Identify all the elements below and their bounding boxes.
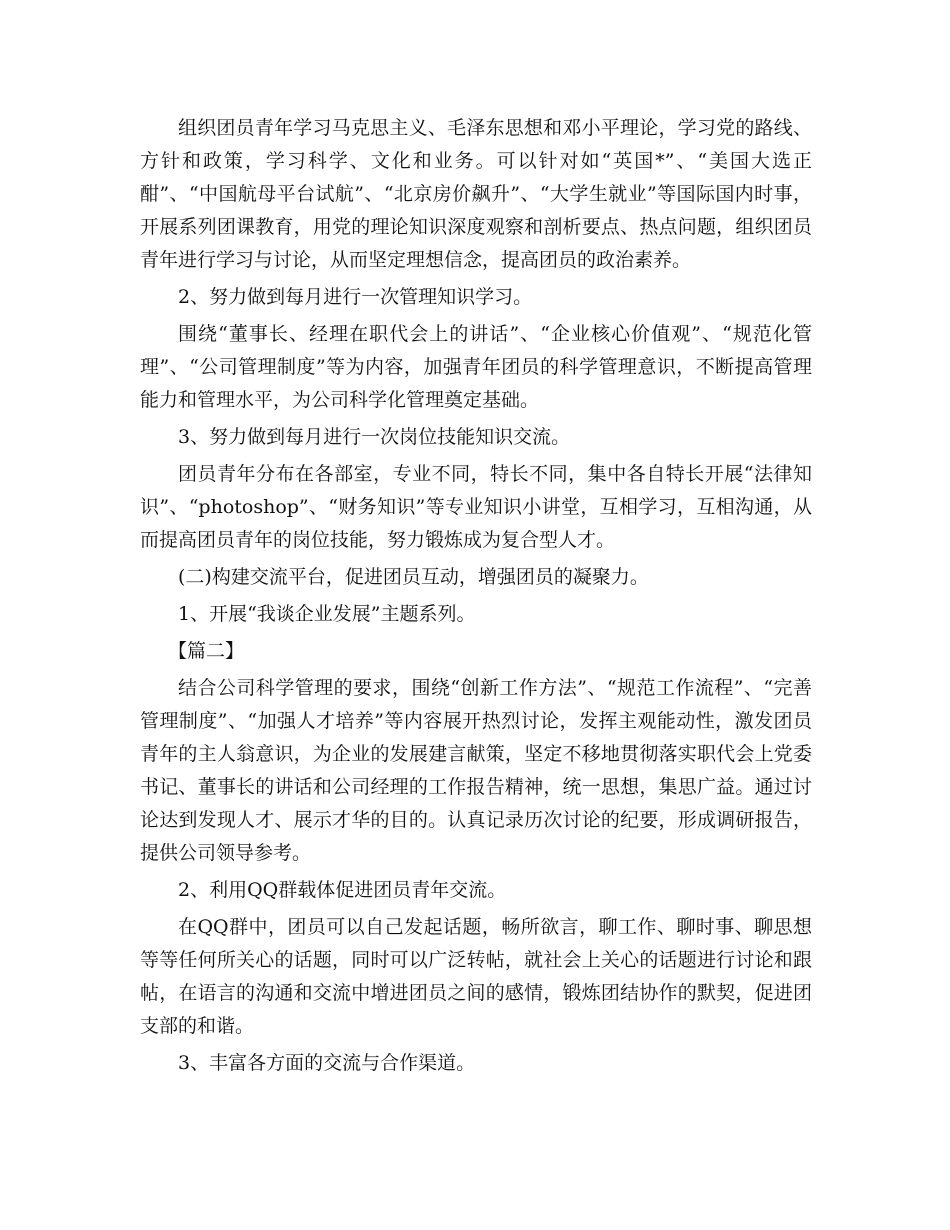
document-page [140,112,812,1084]
chapter-heading: 【篇二】 [168,640,245,662]
section-heading-exchange-platform: (二)构建交流平台，促进团员互动，增强团员的凝聚力。 [178,566,649,588]
item-cooperation-channels: 3、丰富各方面的交流与合作渠道。 [178,1052,476,1074]
item-qq-group: 2、利用QQ群载体促进团员青年交流。 [178,879,507,901]
paragraph-skill-content: 团员青年分布在各部室，专业不同，特长不同，集中各自特长开展“法律知识”、“photoshop”、“财务知识”等专业知识小讲堂，互相学习，互相沟通，从而提高团员青年的岗位技能，努力锻炼成为复合型人才。 [140,463,812,551]
item-management-study: 2、努力做到每月进行一次管理知识学习。 [178,286,533,308]
item-enterprise-development: 1、开展“我谈企业发展”主题系列。 [178,603,476,625]
item-skill-exchange: 3、努力做到每月进行一次岗位技能知识交流。 [178,426,571,448]
paragraph-discussion: 结合公司科学管理的要求，围绕“创新工作方法”、“规范工作流程”、“完善管理制度”、“加强人才培养”等内容展开热烈讨论，发挥主观能动性，激发团员青年的主人翁意识，为企业的发展建言献策，坚定不移地贯彻落实职代会上党委书记、董事长的讲话和公司经理的工作报告精神，统一思想，集思广益。通过讨论达到发现人才、展示才华的目的。认真记录历次讨论的纪要，形成调研报告，提供公司领导参考。 [140,677,812,864]
paragraph-political-study: 组织团员青年学习马克思主义、毛泽东思想和邓小平理论，学习党的路线、方针和政策，学习科学、文化和业务。可以针对如“英国*”、“美国大选正酣”、“中国航母平台试航”、“北京房价飙升”、“大学生就业”等国际国内时事，开展系列团课教育，用党的理论知识深度观察和剖析要点、热点问题，组织团员青年进行学习与讨论，从而坚定理想信念，提高团员的政治素养。 [140,117,812,271]
paragraph-qq-content: 在QQ群中，团员可以自己发起话题，畅所欲言，聊工作、聊时事、聊思想等等任何所关心的话题，同时可以广泛转帖，就社会上关心的话题进行讨论和跟帖，在语言的沟通和交流中增进团员之间的感情，锻炼团结协作的默契，促进团支部的和谐。 [140,916,812,1037]
paragraph-management-content: 围绕“董事长、经理在职代会上的讲话”、“企业核心价值观”、“规范化管理”、“公司管理制度”等为内容，加强青年团员的科学管理意识，不断提高管理能力和管理水平，为公司科学化管理奠定基础。 [140,323,812,411]
